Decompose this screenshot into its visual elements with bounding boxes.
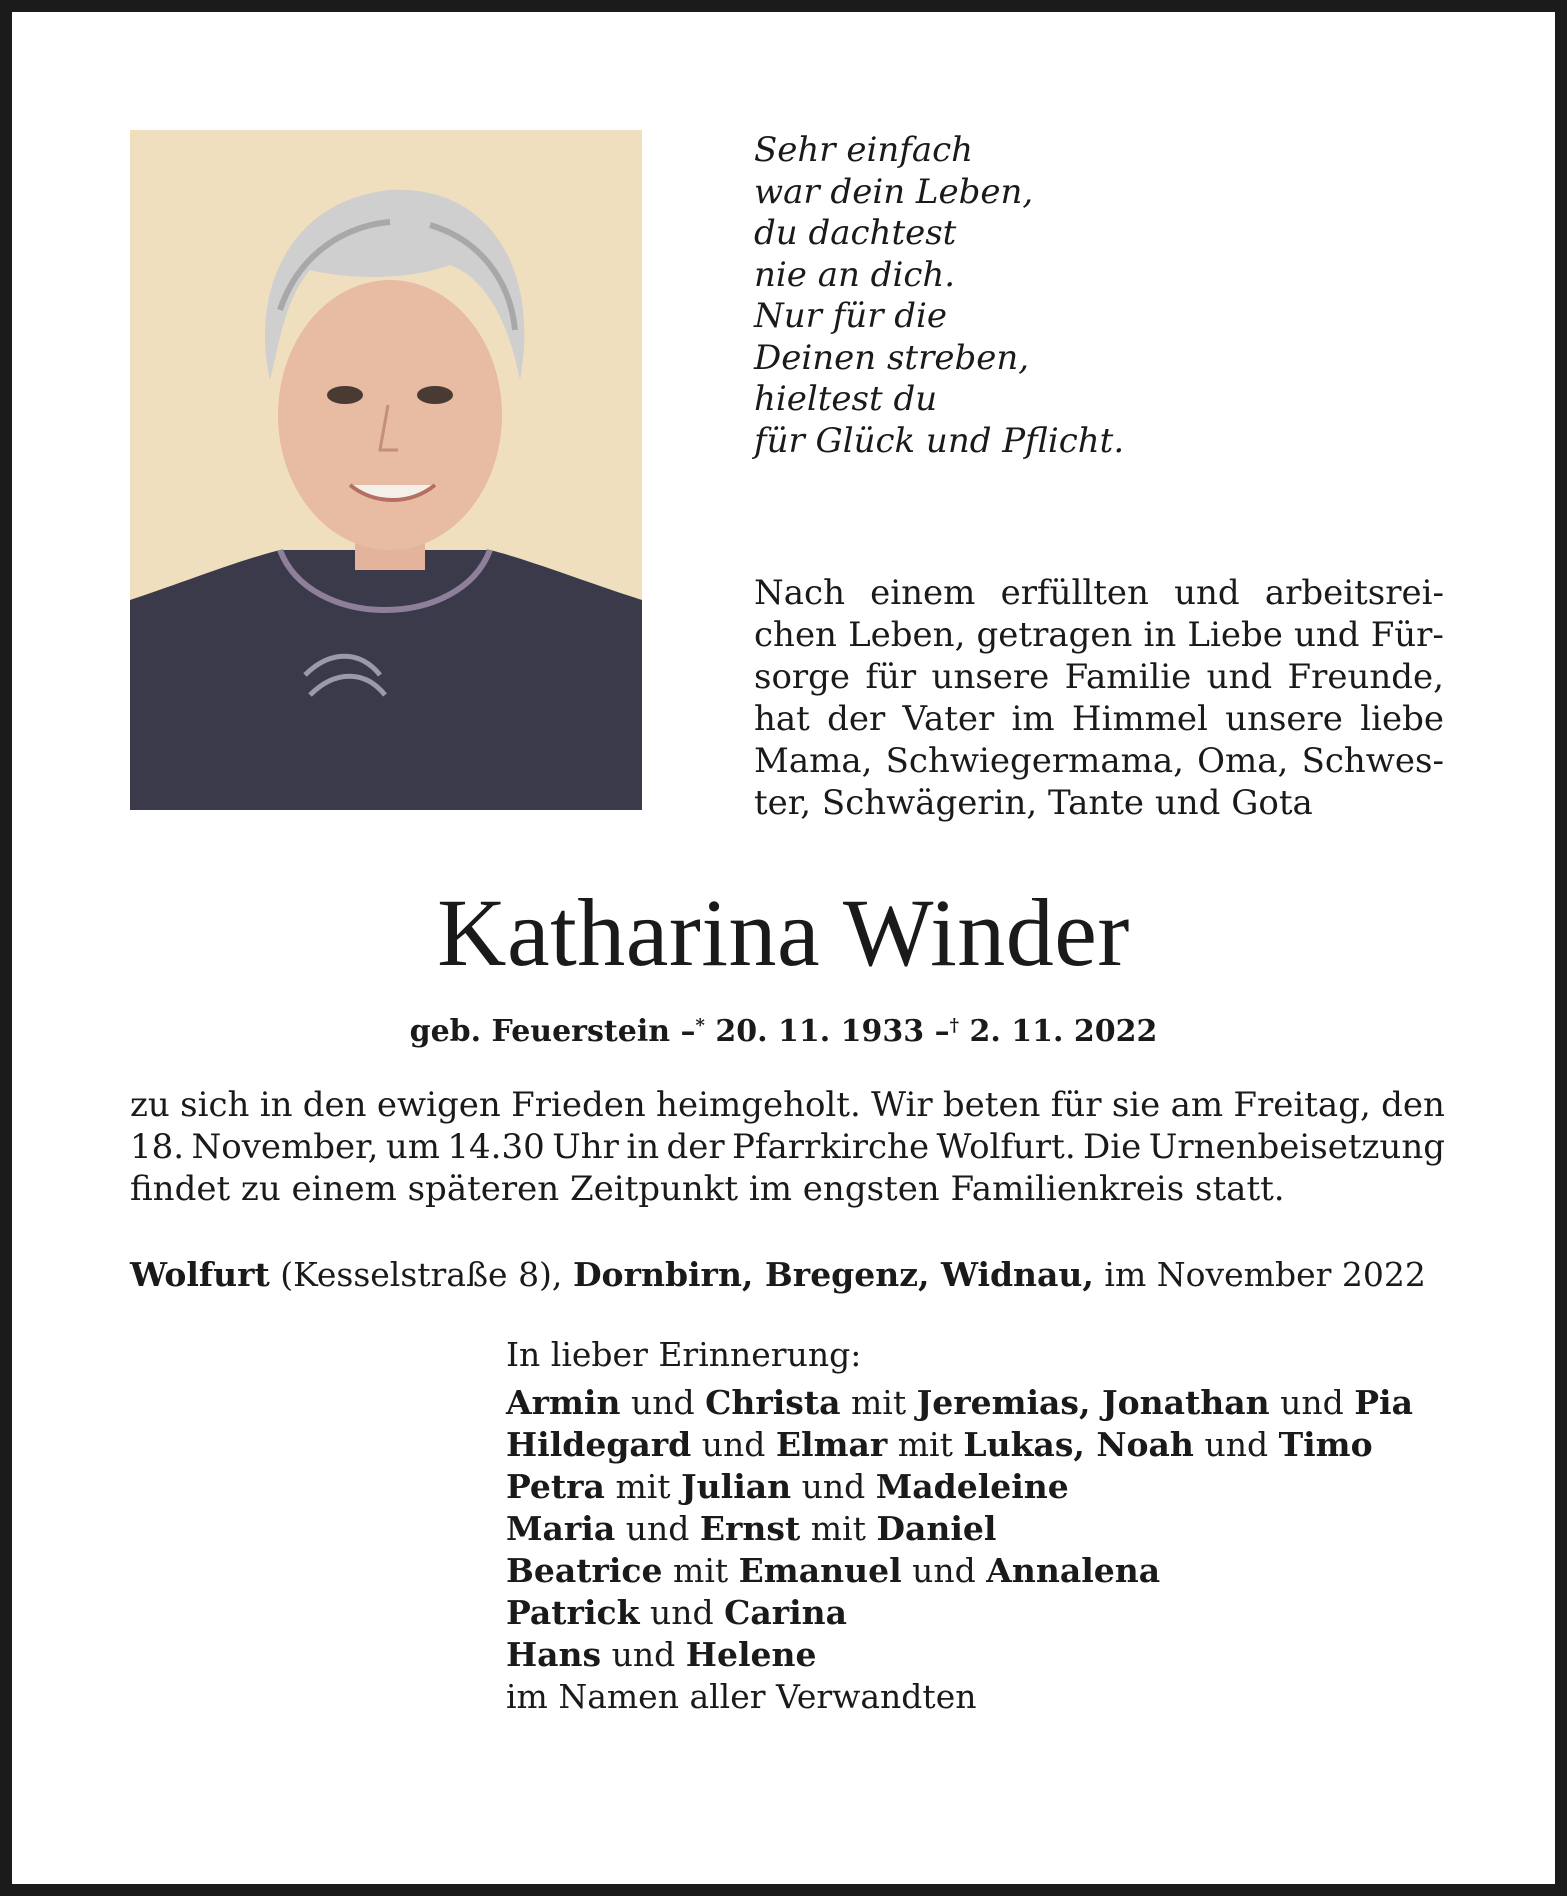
word: Die: [1083, 1127, 1142, 1167]
word: sich: [180, 1085, 250, 1125]
poem-line: Nur für die: [754, 296, 948, 336]
family-member: Hildegard: [506, 1425, 692, 1464]
birth-date: 20. 11. 1933: [715, 1014, 925, 1049]
family-member: Daniel: [876, 1509, 997, 1548]
word: sie: [1111, 1085, 1161, 1125]
word: am: [1170, 1085, 1224, 1125]
word: Freitag,: [1233, 1085, 1371, 1125]
word: getragen: [976, 615, 1133, 655]
poem-line: du dachtest: [754, 213, 957, 253]
family-member: Beatrice: [506, 1551, 663, 1590]
connector-word: und: [801, 1467, 866, 1506]
place-line: [130, 1254, 1445, 1296]
word: im: [1011, 699, 1055, 739]
word: Nach: [754, 573, 845, 613]
word: Familie: [1064, 657, 1192, 697]
family-member: Hans: [506, 1635, 602, 1674]
word: und: [1174, 573, 1240, 613]
word: erfüllten: [1000, 573, 1149, 613]
word: ewigen: [376, 1085, 501, 1125]
family-member: Carina: [724, 1593, 848, 1632]
connector-word: und: [611, 1635, 676, 1674]
family-member: Lukas, Noah: [963, 1425, 1194, 1464]
intro-line: [754, 698, 1444, 740]
family-member: Christa: [705, 1383, 841, 1422]
connector-word: und: [630, 1383, 695, 1422]
intro-line: [754, 656, 1444, 698]
family-rows: [506, 1382, 1413, 1676]
dash: –: [934, 1014, 950, 1049]
word: Freunde,: [1287, 657, 1444, 697]
family-member: Petra: [506, 1467, 605, 1506]
word: chen: [754, 615, 837, 655]
word: Leben,: [848, 615, 966, 655]
mourners-list: [506, 1334, 1413, 1718]
word: zu: [130, 1085, 170, 1125]
word: Frieden: [511, 1085, 646, 1125]
family-member: Pia: [1354, 1383, 1413, 1422]
dash: –: [680, 1014, 696, 1049]
word: und: [1294, 615, 1360, 655]
connector-word: und: [1280, 1383, 1344, 1422]
word: Urnenbeisetzung: [1148, 1127, 1445, 1167]
word: Liebe: [1187, 615, 1283, 655]
poem-line: Sehr einfach: [754, 130, 974, 170]
word: der: [827, 699, 886, 739]
word: hat: [754, 699, 810, 739]
service-line: [130, 1084, 1445, 1126]
portrait-illustration: [130, 130, 642, 810]
life-dates: [12, 1006, 1555, 1052]
word: für: [1050, 1085, 1102, 1125]
word: den: [302, 1085, 367, 1125]
family-member: Emanuel: [738, 1551, 902, 1590]
intro-line: ter, Schwägerin, Tante und Gota: [754, 783, 1313, 823]
word: einem: [870, 573, 976, 613]
word: 18.: [130, 1127, 185, 1167]
family-member: Elmar: [775, 1425, 888, 1464]
connector-word: und: [701, 1425, 766, 1464]
place-town: Wolfurt: [130, 1255, 270, 1294]
connector-word: und: [649, 1593, 714, 1632]
poem-line: Deinen streben,: [754, 337, 1030, 378]
place-address: (Kesselstraße 8),: [280, 1255, 563, 1294]
poem-line: für Glück und Pflicht.: [754, 420, 1125, 461]
word: arbeitsrei-: [1264, 573, 1444, 613]
word: Schwiegermama,: [885, 741, 1184, 781]
word: unsere: [1225, 699, 1343, 739]
word: Oma,: [1197, 741, 1289, 781]
connector-word: und: [1204, 1425, 1269, 1464]
memory-heading: In lieber Erinnerung:: [506, 1335, 862, 1374]
word: Himmel: [1071, 699, 1208, 739]
poem-line: war dein Leben,: [754, 171, 1034, 212]
word: Vater: [902, 699, 995, 739]
connector-word: und: [912, 1551, 976, 1590]
word: in: [626, 1127, 660, 1167]
family-member: Julian: [681, 1467, 792, 1506]
intro-line: [754, 614, 1444, 656]
connector-word: mit: [810, 1509, 866, 1548]
word: Mama,: [754, 741, 873, 781]
memory-closing: im Namen aller Verwandten: [506, 1677, 977, 1716]
family-row: [506, 1466, 1406, 1508]
family-member: Jeremias, Jonathan: [916, 1383, 1270, 1422]
word: beten: [942, 1085, 1041, 1125]
family-member: Annalena: [986, 1551, 1161, 1590]
family-member: Patrick: [506, 1593, 640, 1632]
portrait-photo: [130, 130, 642, 810]
family-member: Armin: [506, 1383, 621, 1422]
family-row: [506, 1592, 1406, 1634]
connector-word: mit: [673, 1551, 729, 1590]
family-member: Madeleine: [875, 1467, 1069, 1506]
family-row: [506, 1424, 1406, 1466]
intro-line: [754, 740, 1444, 782]
connector-word: mit: [615, 1467, 671, 1506]
word: in: [259, 1085, 293, 1125]
word: sorge: [754, 657, 851, 697]
poem-line: hieltest du: [754, 379, 938, 419]
service-line: findet zu einem späteren Zeitpunkt im engsten Familienkreis statt.: [130, 1169, 1285, 1209]
maiden-name: geb. Feuerstein: [409, 1014, 671, 1049]
born-symbol: *: [695, 1015, 705, 1036]
family-member: Maria: [506, 1509, 616, 1548]
died-symbol: †: [949, 1015, 960, 1036]
word: und: [1206, 657, 1273, 697]
word: Wolfurt.: [936, 1127, 1076, 1167]
word: November,: [191, 1127, 379, 1167]
connector-word: mit: [897, 1425, 953, 1464]
place-date: im November 2022: [1104, 1255, 1426, 1294]
word: den: [1381, 1085, 1445, 1125]
family-member: Helene: [685, 1635, 817, 1674]
word: liebe: [1360, 699, 1444, 739]
deceased-name: Katharina Winder: [437, 879, 1130, 986]
word: unsere: [931, 657, 1050, 697]
family-row: [506, 1550, 1406, 1592]
word: Für-: [1370, 615, 1444, 655]
service-line: [130, 1126, 1445, 1168]
poem: [754, 130, 1254, 462]
word: um: [385, 1127, 440, 1167]
word: Wir: [871, 1085, 933, 1125]
family-row: [506, 1634, 1406, 1676]
family-row: [506, 1382, 1413, 1424]
word: 14.30: [447, 1127, 545, 1167]
word: für: [865, 657, 917, 697]
poem-line: nie an dich.: [754, 254, 956, 295]
connector-word: mit: [850, 1383, 907, 1422]
family-member: Timo: [1278, 1425, 1373, 1464]
family-member: Ernst: [699, 1509, 801, 1548]
family-row: [506, 1508, 1406, 1550]
service-paragraph: [130, 1084, 1445, 1210]
word: Schwes-: [1301, 741, 1444, 781]
word: Pfarrkirche: [732, 1127, 930, 1167]
intro-line: [754, 572, 1444, 614]
word: heimgeholt.: [656, 1085, 861, 1125]
place-towns: Dornbirn, Bregenz, Widnau,: [572, 1255, 1094, 1294]
intro-paragraph: [754, 572, 1444, 824]
connector-word: und: [625, 1509, 690, 1548]
word: der: [666, 1127, 725, 1167]
word: in: [1143, 615, 1177, 655]
word: Uhr: [552, 1127, 619, 1167]
death-date: 2. 11. 2022: [969, 1014, 1158, 1049]
